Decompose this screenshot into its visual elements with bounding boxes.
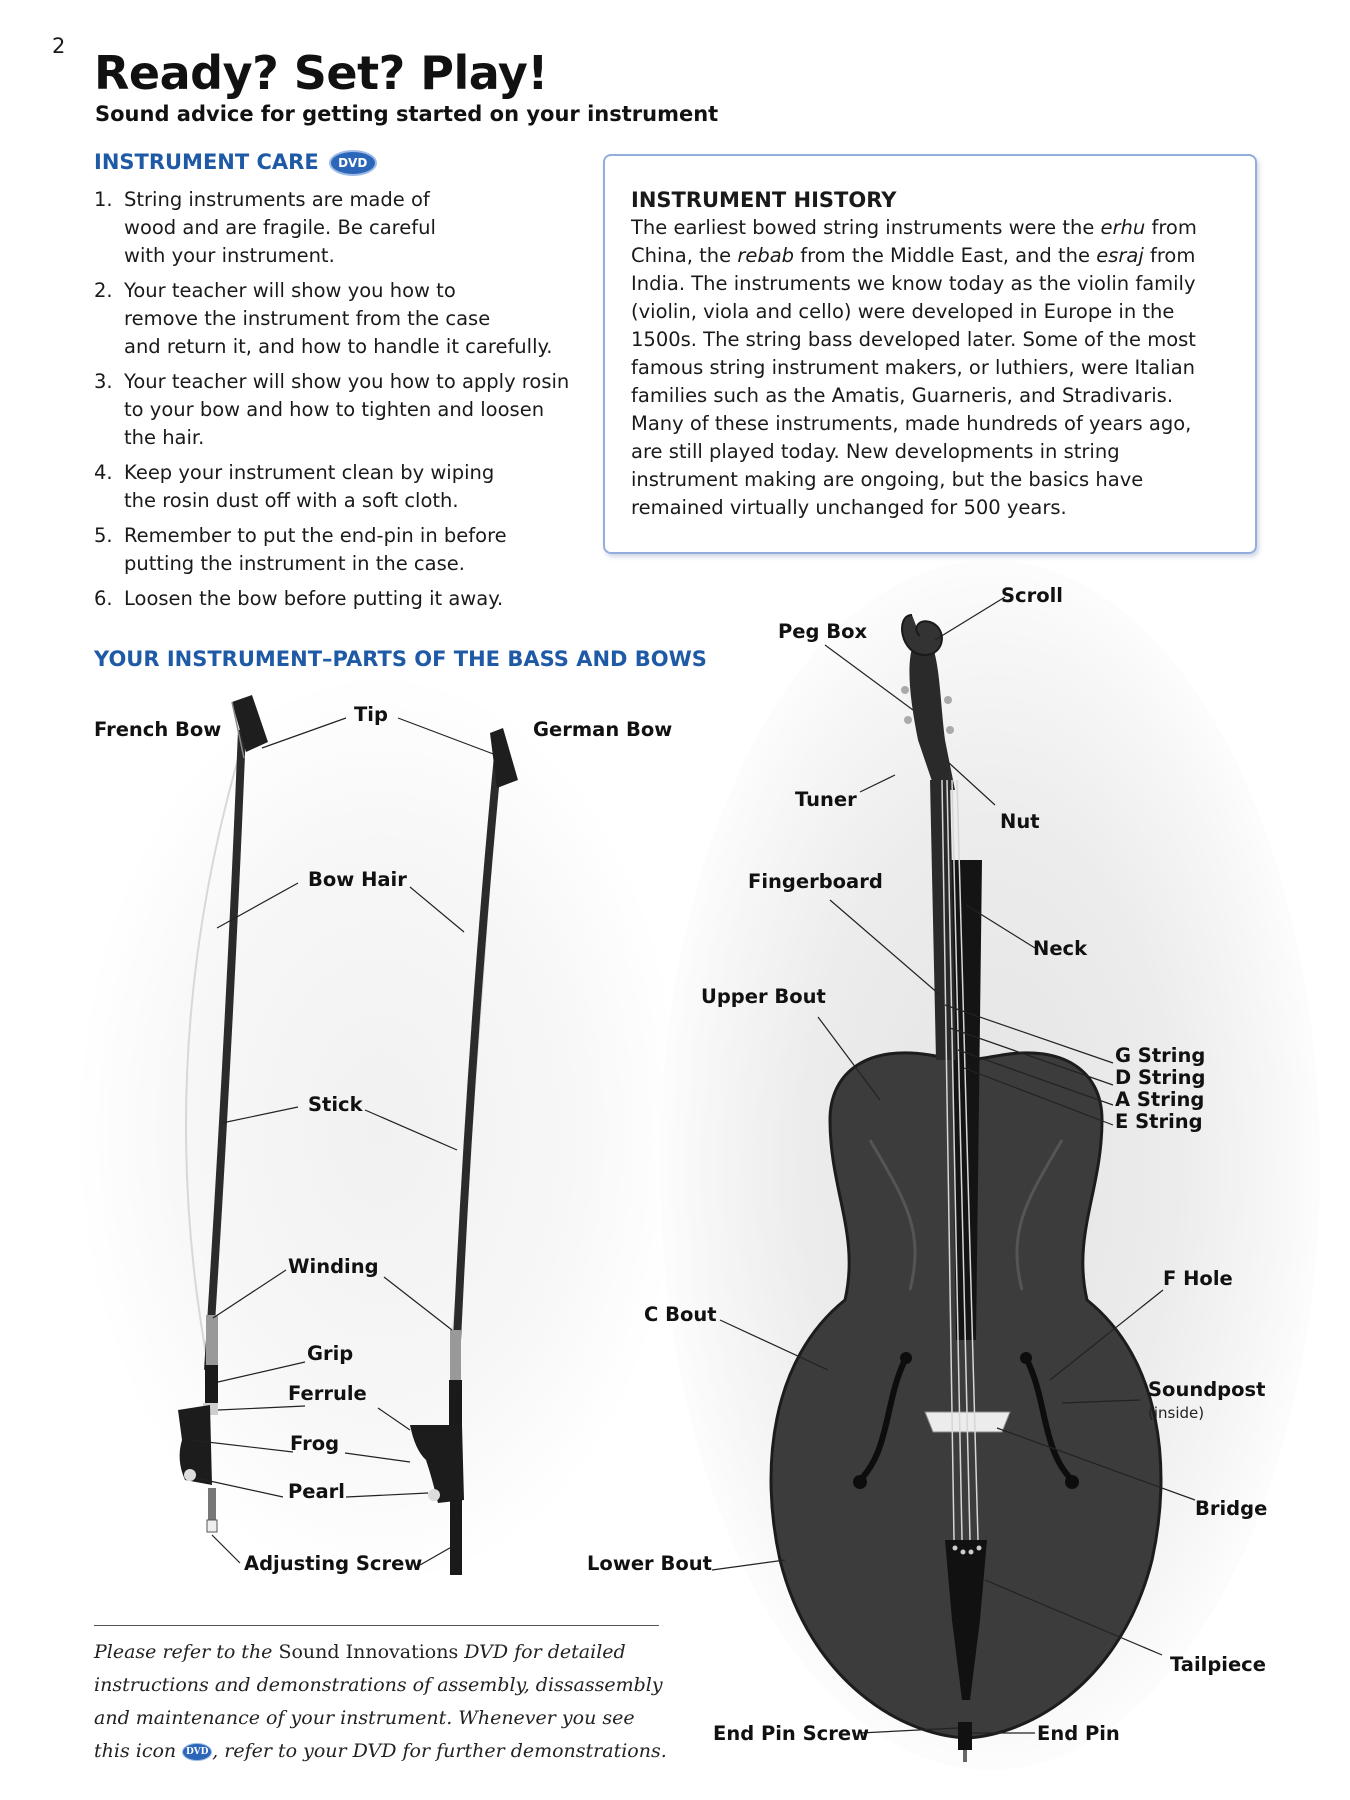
label-soundpost-note: (inside) [1148, 1404, 1205, 1422]
label-d-string: D String [1115, 1066, 1206, 1089]
footer-brand: Sound Innovations [278, 1641, 459, 1663]
list-line: Remember to put the end-pin in before [124, 524, 507, 547]
list-line: the hair. [124, 426, 205, 449]
history-text: from India. The instruments we know today as the violin family (violin, viola and cello) were developed in Europe in the 1500s. The string bass developed later. Some of the most famous string instrument makers, or luthiers, were Italian families such as the Amatis, Guarneris, and Stradivaris. Many of these instruments, made hundreds of years ago, are still played today. New developments in string instrument making are ongoing, but the basics have remained virtually unchanged for 500 years. [631, 244, 1196, 519]
list-number: 1. [94, 188, 113, 211]
footer-text: Please refer to the [94, 1641, 279, 1663]
label-tailpiece: Tailpiece [1170, 1653, 1266, 1676]
label-grip: Grip [307, 1342, 354, 1365]
footer-text: , refer to your DVD for further demonstrations. [212, 1740, 667, 1762]
label-fingerboard: Fingerboard [748, 870, 883, 893]
list-number: 2. [94, 279, 113, 302]
label-peg-box: Peg Box [778, 620, 868, 643]
label-e-string: E String [1115, 1110, 1203, 1133]
label-adjusting-screw: Adjusting Screw [244, 1552, 423, 1575]
list-number: 5. [94, 524, 113, 547]
dvd-icon: DVD [329, 150, 377, 176]
list-line: the rosin dust off with a soft cloth. [124, 489, 459, 512]
list-line: String instruments are made of [124, 188, 430, 211]
label-german-bow: German Bow [533, 718, 673, 741]
instrument-care-title: INSTRUMENT CARE [94, 150, 319, 174]
label-lower-bout: Lower Bout [587, 1552, 712, 1575]
label-c-bout: C Bout [644, 1303, 717, 1326]
history-text: The earliest bowed string instruments were the [631, 216, 1101, 239]
label-g-string: G String [1115, 1044, 1206, 1067]
label-stick: Stick [308, 1093, 363, 1116]
list-line: to your bow and how to tighten and loosen [124, 398, 545, 421]
footer-text: DVD for detailed instructions and demonstrations of assembly, dissassembly and maintenance of your instrument. Whenever you see this icon [94, 1641, 663, 1762]
label-tuner: Tuner [795, 788, 857, 811]
list-line: Loosen the bow before putting it away. [124, 587, 504, 610]
instrument-history-title: INSTRUMENT HISTORY [631, 188, 897, 212]
label-bow-hair: Bow Hair [308, 868, 407, 891]
footer-divider [94, 1625, 659, 1626]
list-line: with your instrument. [124, 244, 335, 267]
label-winding: Winding [288, 1255, 379, 1278]
list-number: 4. [94, 461, 113, 484]
french-bow-drawing [178, 695, 268, 1532]
history-text: from the Middle East, and the [794, 244, 1097, 267]
history-term: erhu [1100, 216, 1146, 239]
label-nut: Nut [1000, 810, 1040, 833]
footer-note [94, 1636, 674, 1768]
label-scroll: Scroll [1001, 584, 1063, 607]
label-pearl: Pearl [288, 1480, 345, 1503]
history-term: rebab [737, 244, 795, 267]
label-french-bow: French Bow [94, 718, 222, 741]
history-term: esraj [1096, 244, 1144, 267]
dvd-icon: DVD [182, 1743, 212, 1761]
list-number: 6. [94, 587, 113, 610]
label-f-hole: F Hole [1163, 1267, 1233, 1290]
label-end-pin: End Pin [1037, 1722, 1120, 1745]
german-bow-drawing [410, 728, 518, 1575]
page-title: Ready? Set? Play! [94, 46, 548, 100]
label-bridge: Bridge [1195, 1497, 1268, 1520]
list-line: putting the instrument in the case. [124, 552, 465, 575]
label-ferrule: Ferrule [288, 1382, 367, 1405]
list-number: 3. [94, 370, 113, 393]
list-line: remove the instrument from the case [124, 307, 491, 330]
label-strings [1115, 1045, 1205, 1133]
list-line: Your teacher will show you how to [124, 279, 456, 302]
label-a-string: A String [1115, 1088, 1205, 1111]
parts-heading: YOUR INSTRUMENT–PARTS OF THE BASS AND BOWS [94, 647, 707, 671]
list-line: and return it, and how to handle it carefully. [124, 335, 553, 358]
label-end-pin-screw: End Pin Screw [713, 1722, 870, 1745]
label-tip: Tip [354, 703, 388, 726]
label-upper-bout: Upper Bout [701, 985, 826, 1008]
page-subtitle: Sound advice for getting started on your instrument [95, 102, 719, 126]
list-line: Keep your instrument clean by wiping [124, 461, 495, 484]
list-line: Your teacher will show you how to apply rosin [124, 370, 570, 393]
label-frog: Frog [290, 1432, 340, 1455]
history-text: from China, the [631, 216, 1197, 267]
label-neck: Neck [1033, 937, 1088, 960]
page-number: 2 [52, 34, 66, 58]
list-line: wood and are fragile. Be careful [124, 216, 436, 239]
label-soundpost: Soundpost [1148, 1378, 1266, 1401]
